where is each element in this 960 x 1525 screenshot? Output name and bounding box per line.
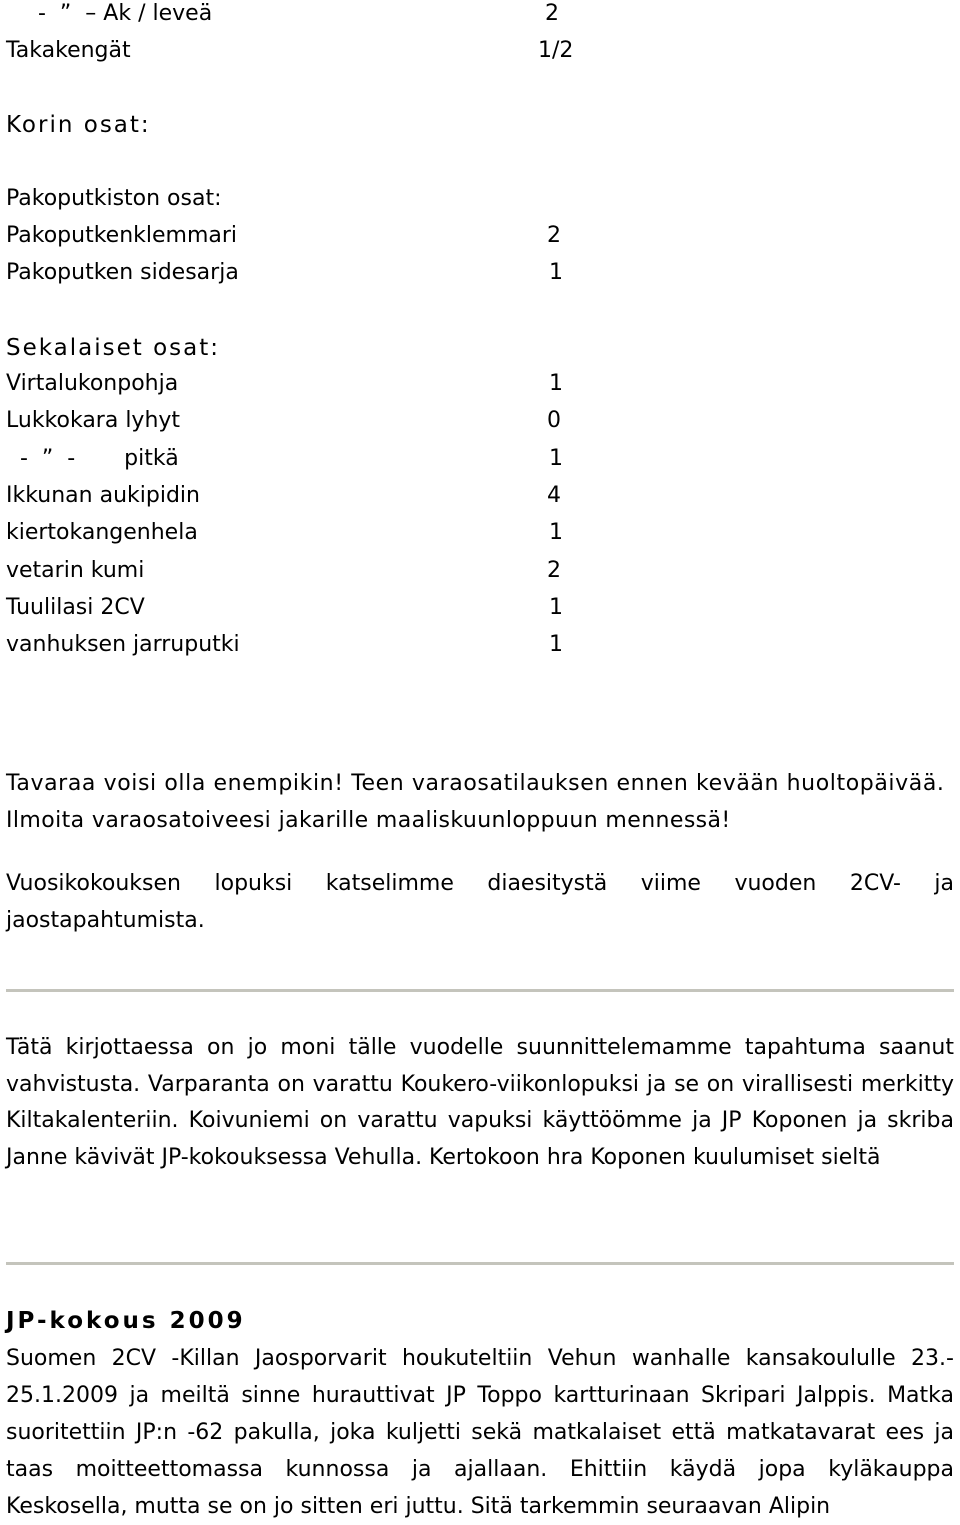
part-qty: 2 <box>547 223 561 248</box>
part-qty: 2 <box>545 1 559 26</box>
part-name: kiertokangenhela <box>6 520 198 545</box>
part-qty: 1 <box>549 446 563 471</box>
part-name: - ” - pitkä <box>6 446 179 471</box>
part-qty: 0 <box>547 408 561 433</box>
part-name: Lukkokara lyhyt <box>6 408 181 433</box>
part-name: vanhuksen jarruputki <box>6 632 240 657</box>
part-qty: 4 <box>547 483 561 508</box>
section-heading-body-parts: Korin osat: <box>6 112 151 138</box>
part-name: Pakoputken sidesarja <box>6 260 239 285</box>
part-name: Tuulilasi 2CV <box>6 595 145 620</box>
section-heading-exhaust: Pakoputkiston osat: <box>6 186 222 211</box>
part-qty: 1/2 <box>538 38 574 63</box>
planning-paragraph: Tätä kirjottaessa on jo moni tälle vuodelle suunnittelemamme tapahtuma saanut vahvistusta. Varparanta on varattu Koukero-viikonlopuksi ja se on virallisesti merkitty Kiltakalenteriin. Koivuniemi on varattu vapuksi käyttöömme ja JP Koponen ja skriba Janne kävivät JP-kokouksessa Vehulla. Kertokoon hra Koponen kuulumiset sieltä <box>6 1035 954 1170</box>
section-heading-misc: Sekalaiset osat: <box>6 335 221 361</box>
divider <box>6 1262 954 1265</box>
part-name: Virtalukonpohja <box>6 371 179 396</box>
part-name: Takakengät <box>6 38 131 63</box>
section-heading-jp-meeting: JP-kokous 2009 <box>6 1308 246 1334</box>
part-name: - ” – Ak / leveä <box>38 1 213 26</box>
notice-line: Ilmoita varaosatoiveesi jakarille maaliskuunloppuun mennessä! <box>6 808 731 833</box>
part-name: vetarin kumi <box>6 558 145 583</box>
part-qty: 1 <box>549 632 563 657</box>
part-name: Ikkunan aukipidin <box>6 483 200 508</box>
part-name: Pakoputkenklemmari <box>6 223 238 248</box>
part-qty: 1 <box>549 260 563 285</box>
jp-meeting-paragraph: Suomen 2CV -Killan Jaosporvarit houkuteltiin Vehun wanhalle kansakoululle 23.- 25.1.2009 ja meiltä sinne hurauttivat JP Toppo kartturinaan Skripari Jalppis. Matka suoritettiin JP:n -62 pakulla, joka kuljetti sekä matkalaiset että matkatavarat ees ja taas moitteettomassa kunnossa ja ajallaan. Ehittiin käydä jopa kyläkauppa Keskosella, mutta se on jo sitten eri juttu. Sitä tarkemmin seuraavan Alipin <box>6 1346 954 1519</box>
part-qty: 1 <box>549 520 563 545</box>
annual-meeting-paragraph: Vuosikokouksen lopuksi katselimme diaesitystä viime vuoden 2CV- ja jaostapahtumista. <box>6 871 954 933</box>
part-qty: 1 <box>549 371 563 396</box>
part-qty: 1 <box>549 595 563 620</box>
part-qty: 2 <box>547 558 561 583</box>
notice-line: Tavaraa voisi olla enempikin! Teen varaosatilauksen ennen kevään huoltopäivää. <box>6 771 945 796</box>
divider <box>6 989 954 992</box>
